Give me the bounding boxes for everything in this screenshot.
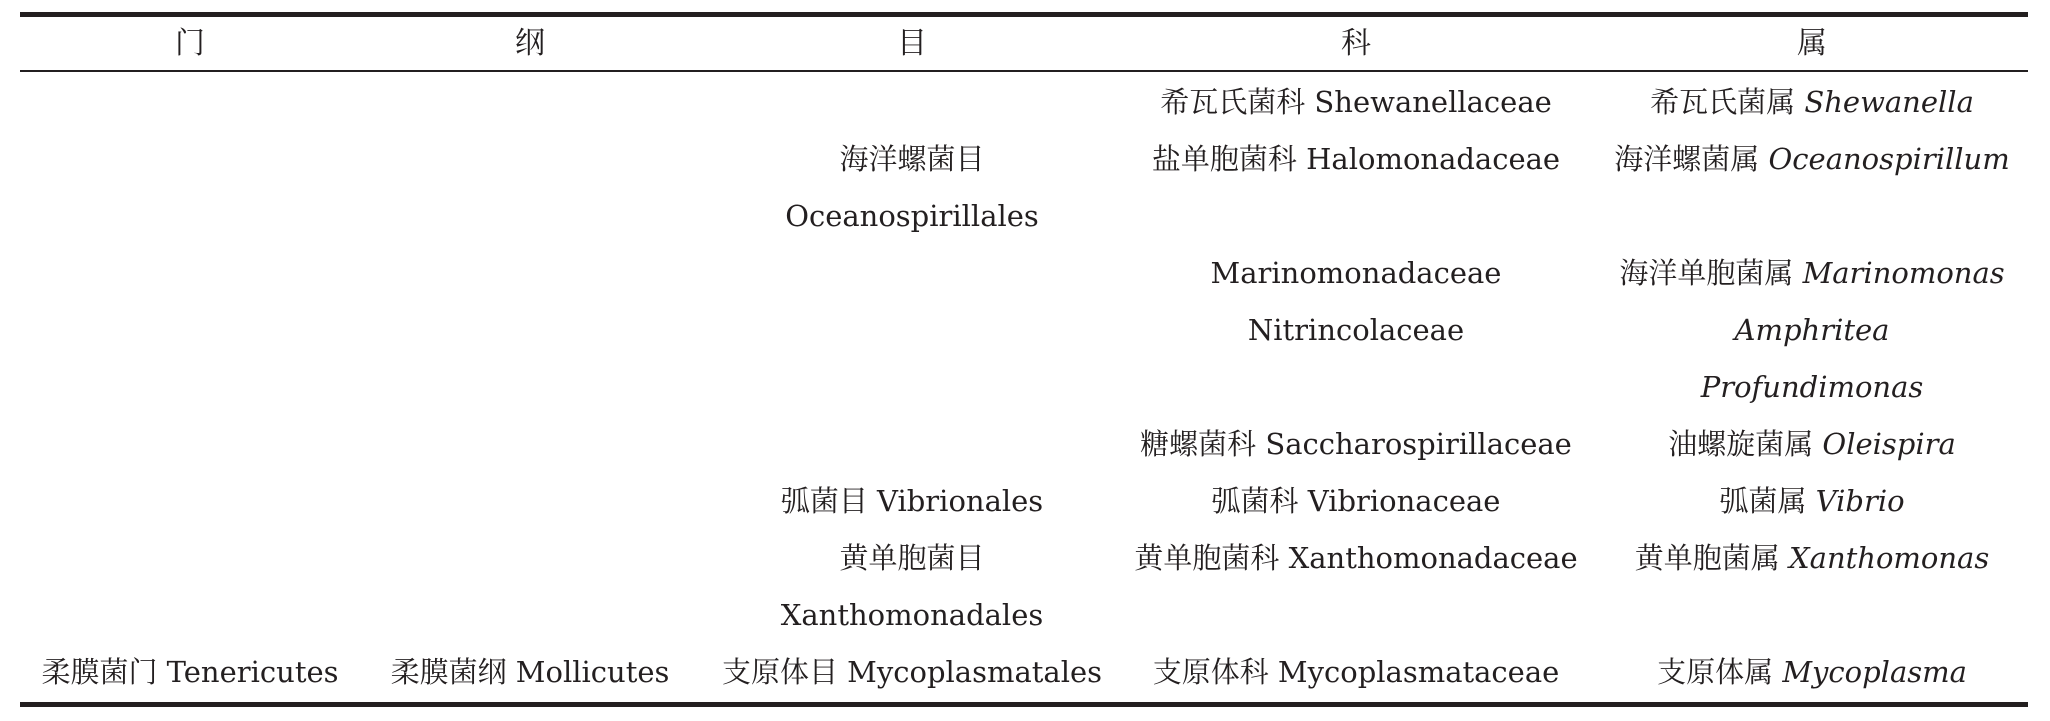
- header-class: 纲: [515, 26, 545, 61]
- order-cell: 弧菌目 Vibrionales: [780, 484, 1044, 518]
- class-cell: 柔膜菌纲 Mollicutes: [390, 655, 670, 689]
- family-cell: 盐单胞菌科 Halomonadaceae: [1151, 142, 1561, 176]
- header-family: 科: [1341, 26, 1371, 61]
- genus-cell: 油螺旋菌属 Oleispira: [1668, 427, 1956, 461]
- genus-cell: Profundimonas: [1700, 370, 1924, 404]
- family-cell: Nitrincolaceae: [1247, 313, 1465, 347]
- table-bottom-rule: [20, 702, 2028, 707]
- genus-cell: Amphritea: [1734, 313, 1890, 347]
- genus-cell: 希瓦氏菌属 Shewanella: [1650, 85, 1974, 119]
- genus-cell: 黄单胞菌属 Xanthomonas: [1634, 541, 1990, 575]
- family-cell: 支原体科 Mycoplasmataceae: [1152, 655, 1560, 689]
- genus-cell: 海洋螺菌属 Oceanospirillum: [1614, 142, 2010, 176]
- family-cell: 黄单胞菌科 Xanthomonadaceae: [1134, 541, 1578, 575]
- family-cell: 弧菌科 Vibrionaceae: [1211, 484, 1501, 518]
- order-cell: 海洋螺菌目: [839, 142, 985, 176]
- genus-cell: 支原体属 Mycoplasma: [1657, 655, 1967, 689]
- order-cell: 支原体目 Mycoplasmatales: [721, 655, 1103, 689]
- genus-cell: 弧菌属 Vibrio: [1719, 484, 1905, 518]
- family-cell: Marinomonadaceae: [1210, 256, 1502, 290]
- phylum-cell: 柔膜菌门 Tenericutes: [41, 655, 339, 689]
- header-order: 目: [897, 26, 927, 61]
- table-top-rule: [20, 12, 2028, 17]
- header-genus: 属: [1797, 26, 1827, 61]
- order-cell: Xanthomonadales: [780, 598, 1044, 632]
- header-phylum: 门: [175, 26, 205, 61]
- family-cell: 糖螺菌科 Saccharospirillaceae: [1140, 427, 1572, 461]
- order-cell: Oceanospirillales: [785, 199, 1039, 233]
- genus-cell: 海洋单胞菌属 Marinomonas: [1619, 256, 2005, 290]
- order-cell: 黄单胞菌目: [839, 541, 985, 575]
- family-cell: 希瓦氏菌科 Shewanellaceae: [1160, 85, 1552, 119]
- header-rule: [20, 70, 2028, 72]
